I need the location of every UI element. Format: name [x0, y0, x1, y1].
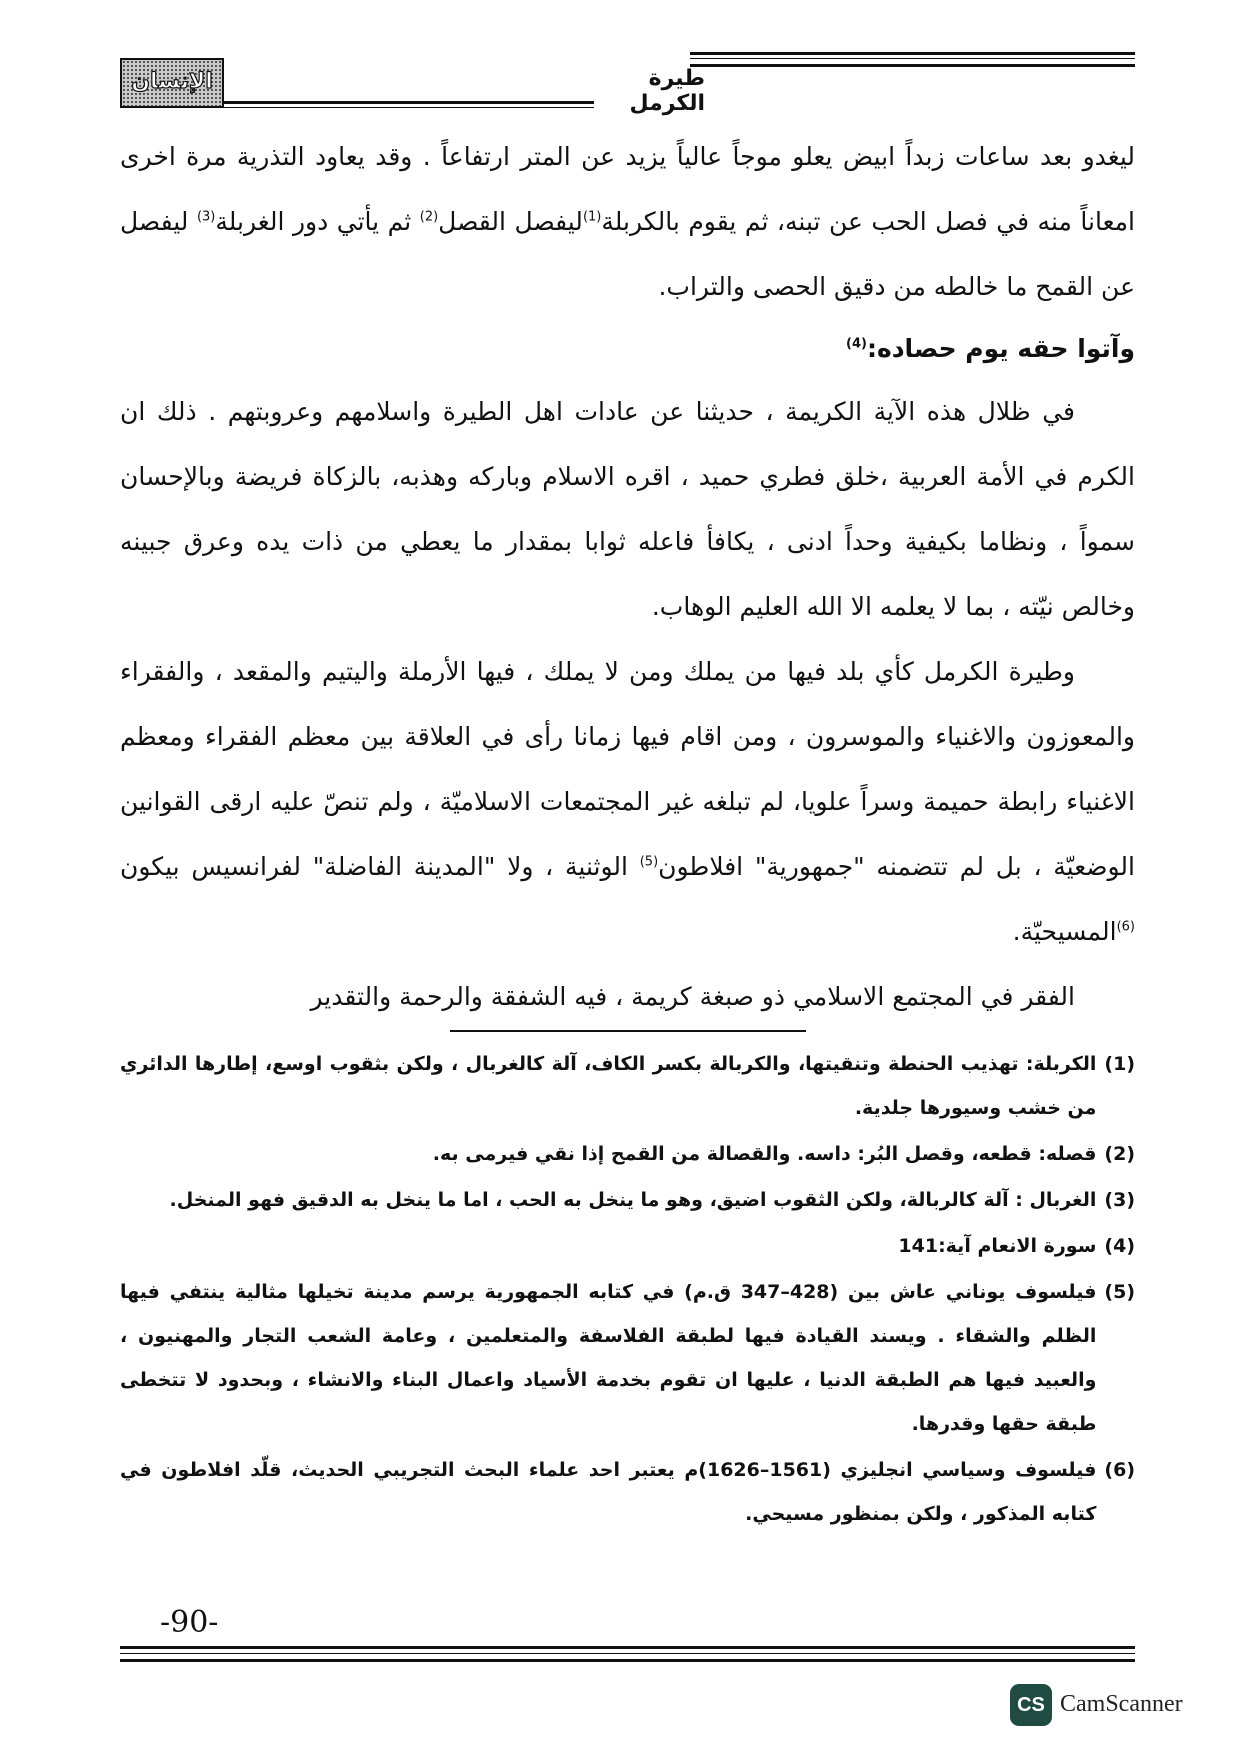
footnote-ref-6: (6) — [1116, 919, 1135, 935]
header-rule-top — [690, 52, 1135, 55]
section-heading — [120, 319, 1135, 379]
footnote-2 — [120, 1132, 1135, 1176]
footnote-ref-1: (1) — [582, 209, 602, 225]
footnote-text: قصله: قطعه، وقصل البُر: داسه. والقصالة من القمح إذا نقي فيرمى به. — [432, 1143, 1097, 1165]
footnote-text: فيلسوف يوناني عاش بين (428–347 ق.م) في كتابه الجمهورية يرسم مدينة تخيلها مثالية ينتفي فيها الظلم والشقاء . ويسند القيادة فيها لطبقة الفلاسفة والمتعلمين ، وعامة الشعب التجار والمهنيون ، والعبيد فيها هم الطبقة الدنيا ، عليها ان تقوم بخدمة الأسياد واعمال البناء والانشاء ، وبحدود لا تتخطى طبقة حقها وقدرها. — [120, 1281, 1097, 1435]
footnote-6 — [120, 1448, 1135, 1536]
footnote-text: سورة الانعام آية:141 — [898, 1235, 1097, 1257]
footnote-1 — [120, 1042, 1135, 1130]
paragraph-1 — [120, 124, 1135, 319]
header-rule-left-top — [224, 101, 594, 104]
footnote-number: (4) — [1104, 1235, 1135, 1257]
paragraph-4: الفقر في المجتمع الاسلامي ذو صبغة كريمة ، فيه الشفقة والرحمة والتقدير — [310, 982, 1075, 1011]
heading-text: وآتوا حقه يوم حصاده: — [866, 334, 1135, 363]
footnote-ref-3: (3) — [196, 209, 216, 225]
p1-text-a: ليغدو بعد ساعات زبداً ابيض يعلو موجاً عالياً يزيد عن المتر ارتفاعاً . وقد يعاود التذرية مرة اخرى امعاناً منه في فصل الحب عن تبنه، ثم يقوم بالكربلة — [120, 142, 1135, 236]
header-rule-bottom — [690, 64, 1135, 67]
footnote-ref-5: (5) — [639, 854, 659, 870]
footnote-ref-4: (4) — [846, 336, 867, 352]
footnote-3 — [120, 1178, 1135, 1222]
footnote-5 — [120, 1270, 1135, 1446]
footnote-number: (3) — [1104, 1189, 1135, 1211]
footnote-text: الكربلة: تهذيب الحنطة وتنقيتها، والكربالة بكسر الكاف، آلة كالغربال ، ولكن بثقوب اوسع، إطارها الدائري من خشب وسيورها جلدية. — [120, 1053, 1097, 1119]
header-logo-text: الإنسان — [131, 69, 213, 94]
p1-text-b: ليفصل القصل — [438, 207, 583, 236]
header-logo-box — [120, 58, 224, 108]
p3-text-a: وطيرة الكرمل كأي بلد فيها من يملك ومن لا يملك ، فيها الأرملة واليتيم والمقعد ، والفقراء والمعوزون والاغنياء والموسرون ، ومن اقام فيها زمانا رأى في العلاقة بين معظم الفقراء ومعظم الاغنياء رابطة حميمة وسراً علويا، لم تبلغه غير المجتمعات الاسلاميّة ، ولم تنصّ عليه ارقى القوانين الوضعيّة ، بل لم تتضمنه "جمهورية" افلاطون — [120, 657, 1135, 881]
footnote-number: (5) — [1104, 1281, 1135, 1303]
camscanner-logo-icon: CS — [1010, 1684, 1052, 1726]
running-header-title: طيرة الكرمل — [629, 66, 705, 116]
camscanner-label: CamScanner — [1060, 1691, 1183, 1717]
footnotes — [120, 1042, 1135, 1536]
page-number: -90- — [160, 1605, 219, 1640]
footnote-separator — [450, 1030, 806, 1032]
header-rule-middle — [690, 58, 1135, 59]
footer-rule-top — [120, 1646, 1135, 1649]
p3-text-b: الوثنية ، ولا "المدينة الفاضلة" لفرانسيس بيكون — [120, 852, 640, 881]
p1-text-d: ليفصل عن القمح ما خالطه من دقيق الحصى والتراب. — [120, 207, 1135, 301]
footnote-text: فيلسوف وسياسي انجليزي (1561–1626)م يعتبر احد علماء البحث التجريبي الحديث، قلّد افلاطون في كتابه المذكور ، ولكن بمنظور مسيحي. — [120, 1459, 1097, 1525]
paragraph-3 — [120, 639, 1135, 964]
p3-text-c: المسيحيّة. — [1012, 917, 1117, 946]
footnote-ref-2: (2) — [419, 209, 439, 225]
footer-rule-bottom — [120, 1659, 1135, 1662]
footer-rule-middle — [120, 1653, 1135, 1654]
p1-text-c: ثم يأتي دور الغربلة — [215, 207, 420, 236]
footnote-text: الغربال : آلة كالربالة، ولكن الثقوب اضيق، وهو ما ينخل به الحب ، اما ما ينخل به الدقيق فهو المنخل. — [169, 1189, 1097, 1211]
paragraph-2: في ظلال هذه الآية الكريمة ، حديثنا عن عادات اهل الطيرة واسلامهم وعروبتهم . ذلك ان الكرم في الأمة العربية ،خلق فطري حميد ، اقره الاسلام وباركه وهذبه، بالزكاة فريضة وبالإحسان سمواً ، ونظاما بكيفية وحداً ادنى ، يكافأ فاعله ثوابا بمقدار ما يعطي من ذات يده وعرق جبينه وخالص نيّته ، بما لا يعلمه الا الله العليم الوهاب. — [120, 397, 1135, 621]
footnote-number: (2) — [1104, 1143, 1135, 1165]
footnote-number: (1) — [1104, 1053, 1135, 1075]
header-rule-left-bottom — [224, 107, 594, 108]
body-text — [120, 124, 1135, 1029]
footnote-number: (6) — [1104, 1459, 1135, 1481]
footnote-4 — [120, 1224, 1135, 1268]
